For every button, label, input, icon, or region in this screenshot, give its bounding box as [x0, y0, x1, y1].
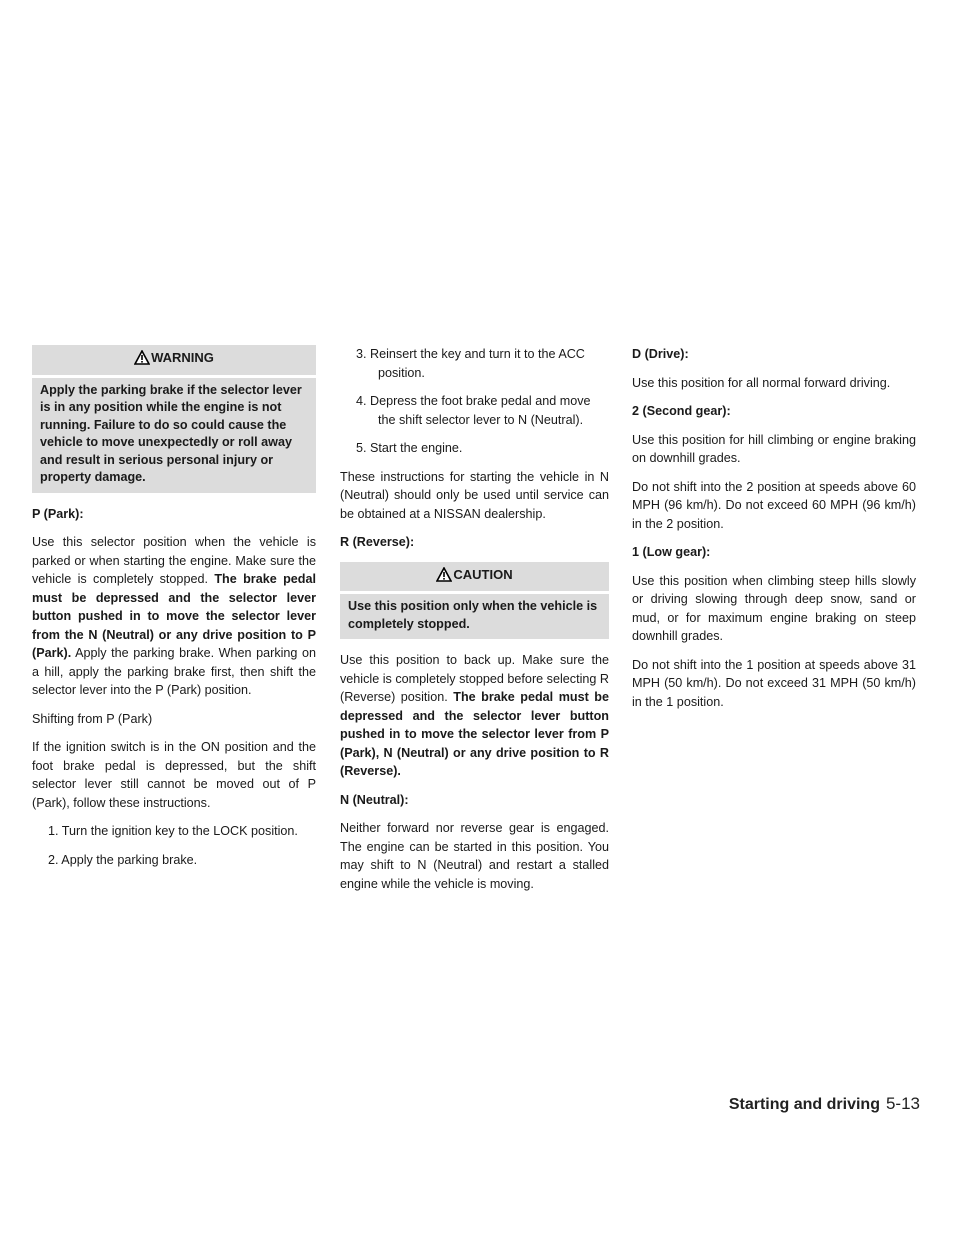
caution-icon [436, 567, 452, 588]
column-1 [32, 345, 316, 879]
neutral-text: Neither forward nor reverse gear is engaged. The engine can be started in this position. You may shift to N (Neutral) and restart a stalled engine while the vehicle is moving. [340, 821, 609, 891]
warning-title-bar [32, 345, 316, 375]
reverse-paragraph [340, 651, 609, 781]
steps-list-2 [340, 345, 609, 458]
section-title: Starting and driving [728, 1096, 880, 1113]
neutral-heading: N (Neutral): [340, 792, 409, 807]
second-gear-heading: 2 (Second gear): [632, 404, 731, 418]
park-paragraph [32, 533, 316, 700]
park-text-1: Use this selector position when the vehicle is parked or when starting the engine. Make sure the vehicle is completely stopped. [32, 535, 316, 586]
warning-title: WARNING [151, 350, 214, 365]
warning-text: Apply the parking brake if the selector lever is in any position while the engine is not running. Failure to do so could cause the vehicle to move unexpectedly or roll away and result in serious personal injury or property damage. [32, 378, 316, 493]
park-bold-text: The brake pedal must be depressed and the selector lever button pushed in to move the selector lever from the N (Neutral) or any drive position to P (Park). [32, 572, 316, 660]
low-gear-heading: 1 (Low gear): [632, 545, 711, 559]
list-item: 4. Depress the foot brake pedal and move the shift selector lever to N (Neutral). [356, 394, 591, 427]
page-footer [700, 1094, 920, 1114]
low-gear-text: Use this position when climbing steep hills slowly or driving slowing through deep snow, sand or mud, or for maximum engine braking on steep downhill grades. [632, 573, 916, 643]
column-3 [632, 345, 916, 721]
second-gear-text-2: Do not shift into the 2 position at speeds above 60 MPH (96 km/h). Do not exceed 60 MPH (96 km/h) in the 2 position. [632, 479, 916, 531]
steps-list-1 [32, 822, 316, 869]
column-2 [340, 345, 609, 903]
page-number: 5-13 [885, 1094, 920, 1113]
shifting-text: If the ignition switch is in the ON position and the foot brake pedal is depressed, but the shift selector lever still cannot be moved out of P (Park), follow these instructions. [32, 740, 316, 810]
park-text-2: Apply the parking brake. When parking on a hill, apply the parking brake first, then shift the selector lever into the P (Park) position. [32, 646, 316, 697]
warning-icon [134, 350, 150, 371]
caution-text: Use this position only when the vehicle is completely stopped. [340, 594, 609, 639]
reverse-heading: R (Reverse): [340, 535, 415, 549]
list-item: 3. Reinsert the key and turn it to the ACC position. [356, 347, 585, 380]
shifting-heading: Shifting from P (Park) [32, 711, 153, 726]
low-gear-text-2: Do not shift into the 1 position at speeds above 31 MPH (50 km/h). Do not exceed 31 MPH (50 km/h) in the 1 position. [632, 657, 916, 709]
reverse-text: Use this position to back up. Make sure the vehicle is completely stopped before selecting R (Reverse) position. [340, 653, 609, 704]
second-gear-text: Use this position for hill climbing or engine braking on downhill grades. [632, 432, 916, 465]
reverse-bold-text: The brake pedal must be depressed and the selector lever button pushed in to move the selector lever from P (Park), N (Neutral) or any drive position to R (Reverse). [340, 690, 610, 778]
drive-heading: D (Drive): [632, 347, 689, 361]
list-item: 5. Start the engine. [356, 441, 463, 455]
caution-title-bar [340, 562, 609, 592]
caution-title: CAUTION [453, 566, 513, 582]
park-heading: P (Park): [32, 506, 84, 521]
list-item: 2. Apply the parking brake. [48, 852, 198, 867]
instructions-text: These instructions for starting the vehicle in N (Neutral) should only be used until service can be obtained at a NISSAN dealership. [340, 469, 609, 521]
drive-text: Use this position for all normal forward driving. [632, 375, 891, 390]
list-item: 1. Turn the ignition key to the LOCK position. [48, 824, 298, 838]
